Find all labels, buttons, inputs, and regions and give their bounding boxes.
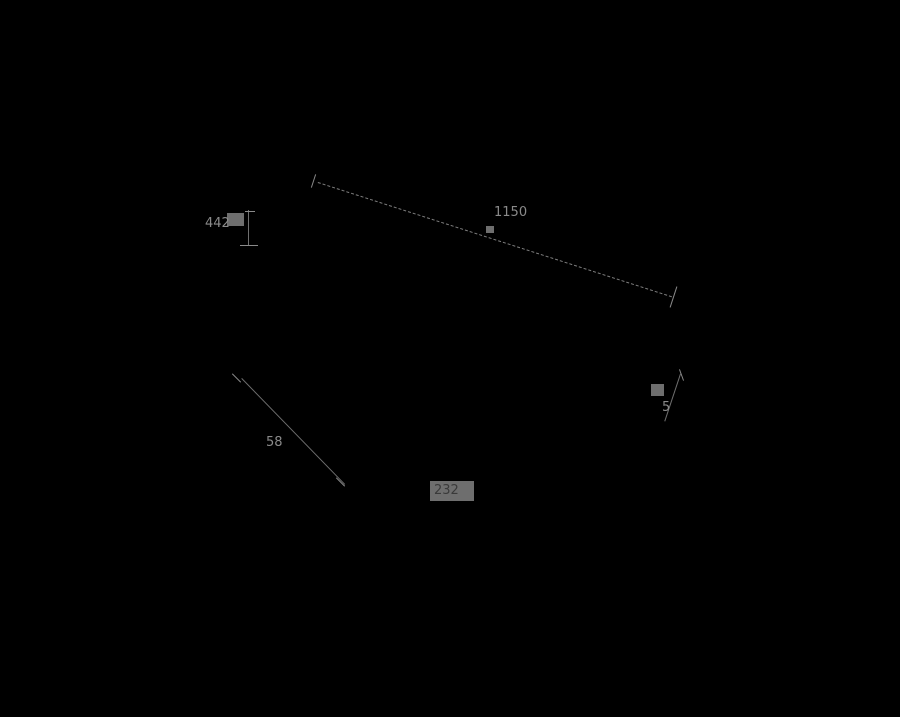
dimension-label-442: 442 [205,216,230,231]
leader-mark-top [486,226,494,233]
dimension-label-5: 5 [662,400,671,415]
dimension-label-232: 232 [434,483,459,498]
dimension-label-58: 58 [266,435,283,450]
leader-mark-right [651,384,664,396]
dimension-line-lower-left [241,378,345,485]
tick-left-top [245,211,255,214]
tick-diag-top [232,373,241,382]
dimension-line-left-upper [248,210,249,246]
dimension-line-top [318,182,672,297]
tick-left-bottom [240,245,258,248]
dimension-label-1150: 1150 [494,205,528,220]
tick-top-left [311,174,316,188]
